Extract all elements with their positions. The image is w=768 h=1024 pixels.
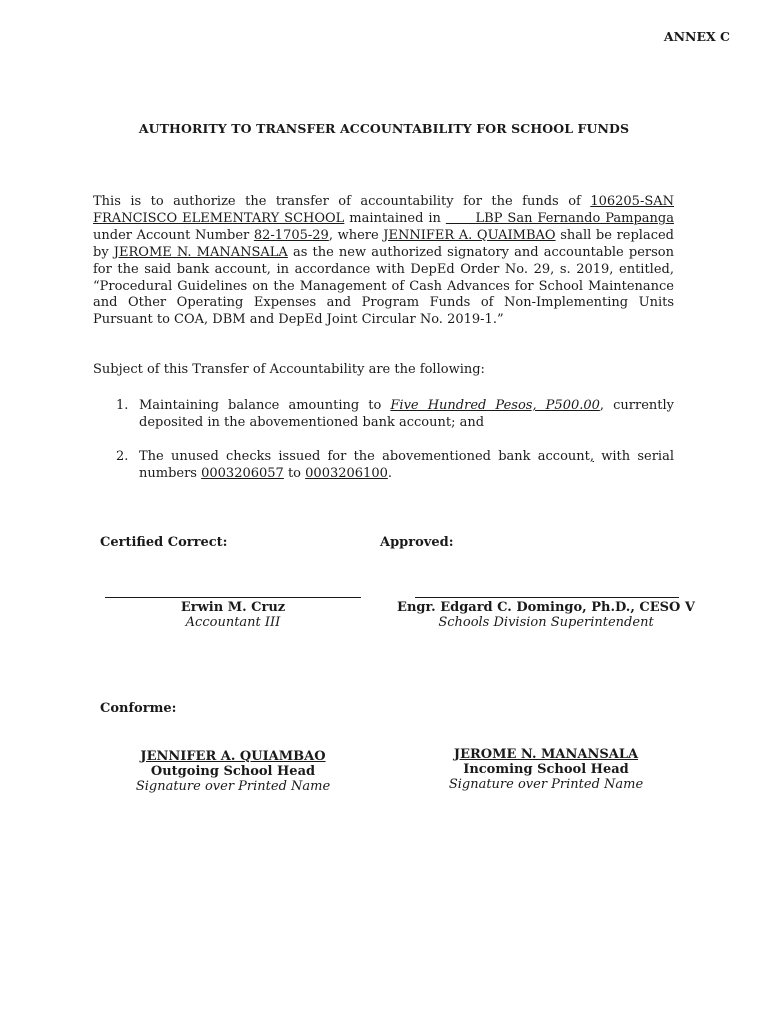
incoming-head-position: Incoming School Head xyxy=(463,762,629,777)
subject-line: Subject of this Transfer of Accountability are the following: xyxy=(93,362,485,377)
certifier-title: Accountant III xyxy=(185,615,281,630)
item-to: to xyxy=(283,466,306,481)
incoming-head-signatory: JEROME N. MANANSALA xyxy=(453,747,639,762)
maintained-text: maintained in xyxy=(344,210,446,226)
outgoing-head-position: Outgoing School Head xyxy=(150,764,316,779)
account-number: 82-1705-29 xyxy=(253,227,329,243)
list-item xyxy=(93,397,674,431)
item-text xyxy=(139,397,674,431)
serial-to: 0003206100 xyxy=(305,466,388,481)
outgoing-head-signatory: JENNIFER A. QUIAMBAO xyxy=(140,749,326,764)
outgoing-head-block xyxy=(103,749,363,794)
certified-correct-label: Certified Correct: xyxy=(100,535,228,550)
outgoing-head-caption: Signature over Printed Name xyxy=(135,779,331,794)
serial-from: 0003206057 xyxy=(201,466,284,481)
approver-block xyxy=(378,600,714,630)
item-pre: Maintaining balance amounting to xyxy=(139,398,391,413)
school-name: 106205-SAN FRANCISCO ELEMENTARY SCHOOL xyxy=(93,194,674,226)
list-item xyxy=(93,448,674,482)
item-number: 1. xyxy=(116,398,129,413)
replaced-text: shall be replaced by xyxy=(93,227,674,260)
certifier-name: Erwin M. Cruz xyxy=(180,600,286,615)
item-mid: with serial numbers xyxy=(139,449,674,481)
intro-text: This is to authorize the transfer of accountability for the funds of xyxy=(93,194,591,209)
item-number: 2. xyxy=(116,449,129,464)
incoming-head-block xyxy=(416,747,676,792)
item-end: . xyxy=(387,466,393,481)
document-title: AUTHORITY TO TRANSFER ACCOUNTABILITY FOR SCHOOL FUNDS xyxy=(138,121,630,136)
authorization-paragraph xyxy=(93,194,674,329)
item-pre: The unused checks issued for the abovementioned bank account xyxy=(139,449,590,464)
rest-text: as the new authorized signatory and accountable person for the said bank account, in accordance with DepEd Order No. 29, s. 2019, entitled, “Procedural Guidelines on the Management of Cash Advances for School Maintenance and Other Operating Expenses and Program Funds of Non-Implementing Units Pursuant to COA, DBM and DepEd Joint Circular No. 2019-1.” xyxy=(93,244,674,328)
item-post: , currently deposited in the abovementioned bank account; and xyxy=(139,398,674,430)
outgoing-head-name: JENNIFER A. QUAIMBAO xyxy=(383,227,556,243)
approver-title: Schools Division Superintendent xyxy=(438,615,654,630)
account-text: under Account Number xyxy=(93,227,254,243)
balance-amount: Five Hundred Pesos, P500.00 xyxy=(390,398,600,413)
approver-signature-line xyxy=(415,597,679,598)
where-text: , where xyxy=(328,227,384,243)
item-comma: , xyxy=(589,449,595,464)
bank-name xyxy=(446,211,674,226)
item-text xyxy=(139,448,674,482)
incoming-head-caption: Signature over Printed Name xyxy=(448,777,644,792)
approved-label: Approved: xyxy=(380,535,454,550)
approver-name: Engr. Edgard C. Domingo, Ph.D., CESO V xyxy=(397,600,695,615)
certifier-signature-line xyxy=(105,597,361,598)
conforme-label: Conforme: xyxy=(100,701,177,716)
bank-name-text: LBP San Fernando Pampanga xyxy=(475,210,674,226)
incoming-head-name: JEROME N. MANANSALA xyxy=(113,244,288,260)
annex-label: ANNEX C xyxy=(663,29,730,44)
certifier-block xyxy=(103,600,363,630)
